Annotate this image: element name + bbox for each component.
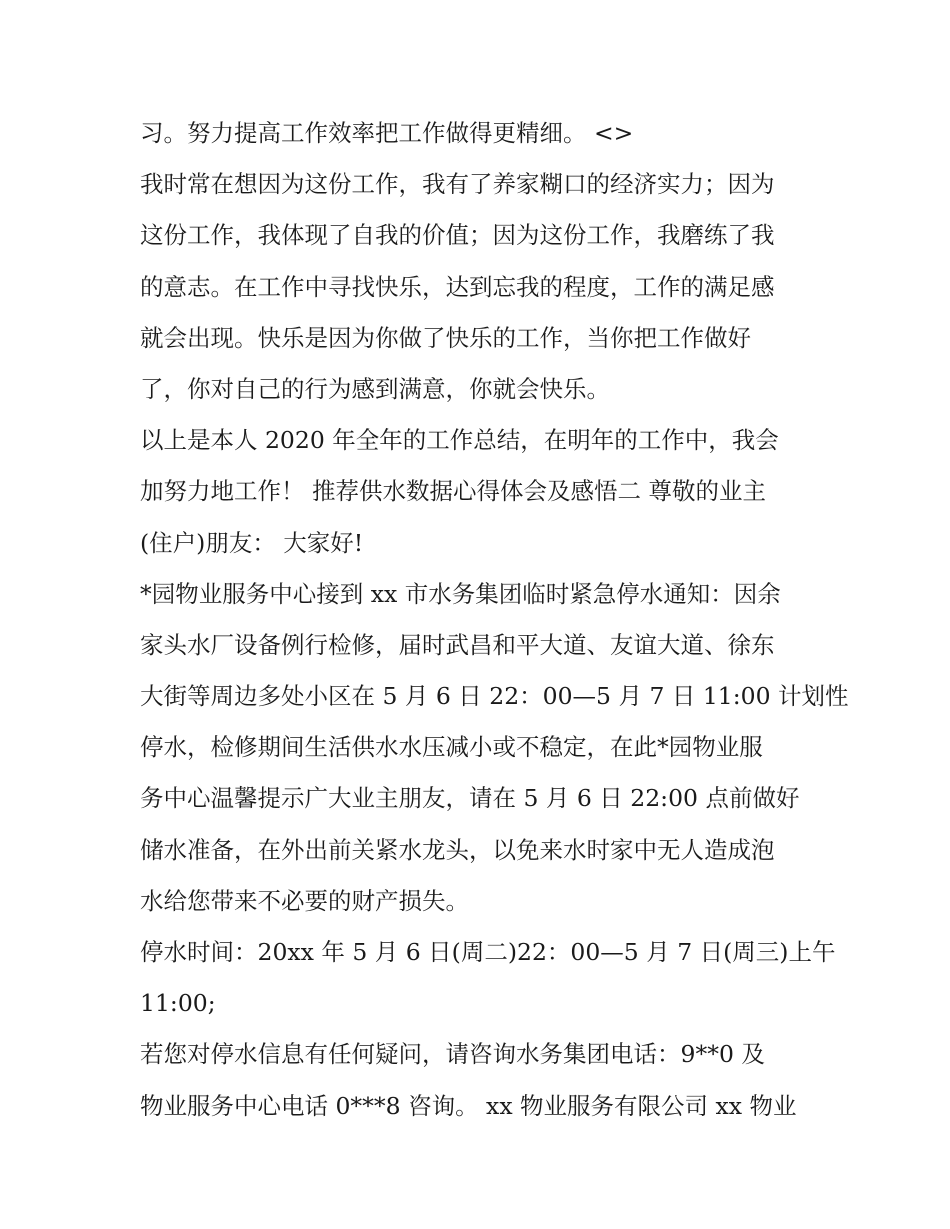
document-body [140,108,849,1132]
text-line: 务中心温馨提示广大业主朋友，请在 5 月 6 日 22:00 点前做好 [140,784,800,813]
text-line: 储水准备，在外出前关紧水龙头，以免来水时家中无人造成泡 [140,835,775,864]
text-line: 习。努力提高工作效率把工作做得更精细。 <> [140,119,634,147]
text-line: 家头水厂设备例行检修，届时武昌和平大道、友谊大道、徐东 [140,630,775,659]
text-line: 这份工作，我体现了自我的价值；因为这份工作，我磨练了我 [140,221,775,250]
text-line: 物业服务中心电话 0***8 咨询。 xx 物业服务有限公司 xx 物业 [140,1091,797,1120]
text-line: 加努力地工作！ 推荐供水数据心得体会及感悟二 尊敬的业主 [140,477,766,506]
text-line: 的意志。在工作中寻找快乐，达到忘我的程度，工作的满足感 [140,272,775,301]
text-line: 以上是本人 2020 年全年的工作总结，在明年的工作中，我会 [140,426,779,455]
text-line: 水给您带来不必要的财产损失。 [140,886,469,915]
text-line: 了，你对自己的行为感到满意，你就会快乐。 [140,374,610,403]
text-line: 我时常在想因为这份工作，我有了养家糊口的经济实力；因为 [140,170,775,199]
text-line: 停水，检修期间生活供水水压减小或不稳定，在此*园物业服 [140,733,763,762]
text-line: 停水时间：20xx 年 5 月 6 日(周二)22：00—5 月 7 日(周三)上午 [140,938,836,966]
text-line: 11:00; [140,989,216,1018]
text-line: (住户)朋友： 大家好! [140,528,364,557]
text-line: 就会出现。快乐是因为你做了快乐的工作，当你把工作做好 [140,323,751,352]
text-line: *园物业服务中心接到 xx 市水务集团临时紧急停水通知：因余 [140,579,781,608]
text-line: 若您对停水信息有任何疑问，请咨询水务集团电话：9**0 及 [140,1040,765,1069]
text-line: 大街等周边多处小区在 5 月 6 日 22：00—5 月 7 日 11:00 计划性 [140,682,849,711]
